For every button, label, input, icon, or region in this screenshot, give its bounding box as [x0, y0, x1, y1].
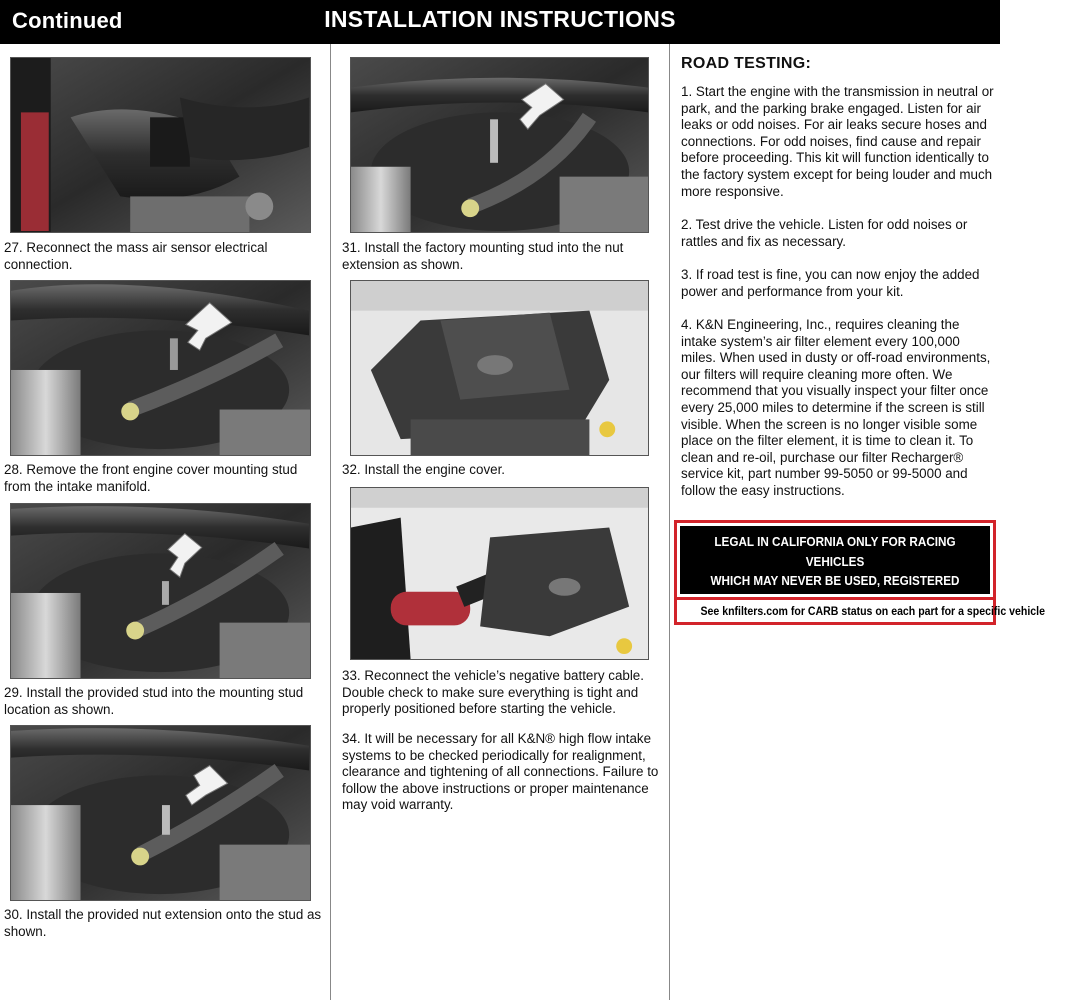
road-testing-step-2: 2. Test drive the vehicle. Listen for odd noises or rattles and fix as necessary.	[681, 217, 968, 249]
road-testing-step-4: 4. K&N Engineering, Inc., requires cleaning the intake system’s air filter element every 100,000 miles. When used in dusty or off-road environments, our filters will require cleaning more often. We recommend that you visually inspect your filter once every 25,000 miles to determine if the screen is still visible. When the screen is no longer visible some place on the filter element, it is time to clean it. To clean and re-oil, purchase our filter Recharger® service kit, part number 99-5050 or 99-5000 and follow the easy instructions.	[681, 317, 991, 498]
step-33-text: 33. Reconnect the vehicle’s negative battery cable. Double check to make sure everything is tight and properly positioned before starting the vehicle.	[342, 668, 644, 717]
road-testing-step-3: 3. If road test is fine, you can now enjoy the added power and performance from your kit.	[681, 267, 980, 299]
step-34-text: 34. It will be necessary for all K&N® high flow intake systems to be checked periodically for realignment, clearance and tightening of all connections. Failure to follow the above instructions or proper maintenance may void warranty.	[342, 731, 659, 813]
photo-step-32	[350, 280, 649, 456]
step-29-text: 29. Install the provided stud into the mounting stud location as shown.	[4, 685, 304, 717]
photo-step-33	[350, 487, 649, 660]
step-30-text: 30. Install the provided nut extension onto the stud as shown.	[4, 907, 322, 939]
road-testing-step-1: 1. Start the engine with the transmission in neutral or park, and the parking brake engaged. Listen for air leaks or odd noises. For air leaks secure hoses and connections. For odd noises, find cause and repair before proceeding. This kit will function identically to the factory system except for being louder and much more responsive.	[681, 84, 994, 199]
legal-line-3: OR LICENSED FOR USE UPON A HIGHWAY.	[713, 592, 957, 608]
photo-step-31	[350, 57, 649, 233]
carb-status-note	[677, 597, 1045, 621]
legal-warning-panel	[680, 526, 990, 608]
step-28-text: 28. Remove the front engine cover mounting stud from the intake manifold.	[4, 462, 298, 494]
legal-line-1: LEGAL IN CALIFORNIA ONLY FOR RACING VEHICLES	[714, 534, 956, 569]
column-divider-right	[669, 44, 670, 1000]
road-testing-heading: ROAD TESTING:	[681, 55, 812, 72]
step-27-text: 27. Reconnect the mass air sensor electrical connection.	[4, 240, 268, 272]
carb-status-text: See knfilters.com for CARB status on each part for a specific vehicle	[700, 604, 1045, 618]
step-31-text: 31. Install the factory mounting stud into the nut extension as shown.	[342, 240, 624, 272]
legal-line-2: WHICH MAY NEVER BE USED, REGISTERED	[710, 573, 960, 588]
column-divider-left	[330, 44, 331, 1000]
photo-step-27	[10, 57, 311, 233]
step-32-text: 32. Install the engine cover.	[342, 462, 506, 477]
photo-step-29	[10, 503, 311, 679]
page-title: INSTALLATION INSTRUCTIONS	[324, 6, 676, 32]
photo-step-28	[10, 280, 311, 456]
header-continued: Continued	[12, 8, 123, 33]
legal-notice-box	[674, 520, 1045, 625]
photo-step-30	[10, 725, 311, 901]
page-header	[0, 0, 1000, 44]
